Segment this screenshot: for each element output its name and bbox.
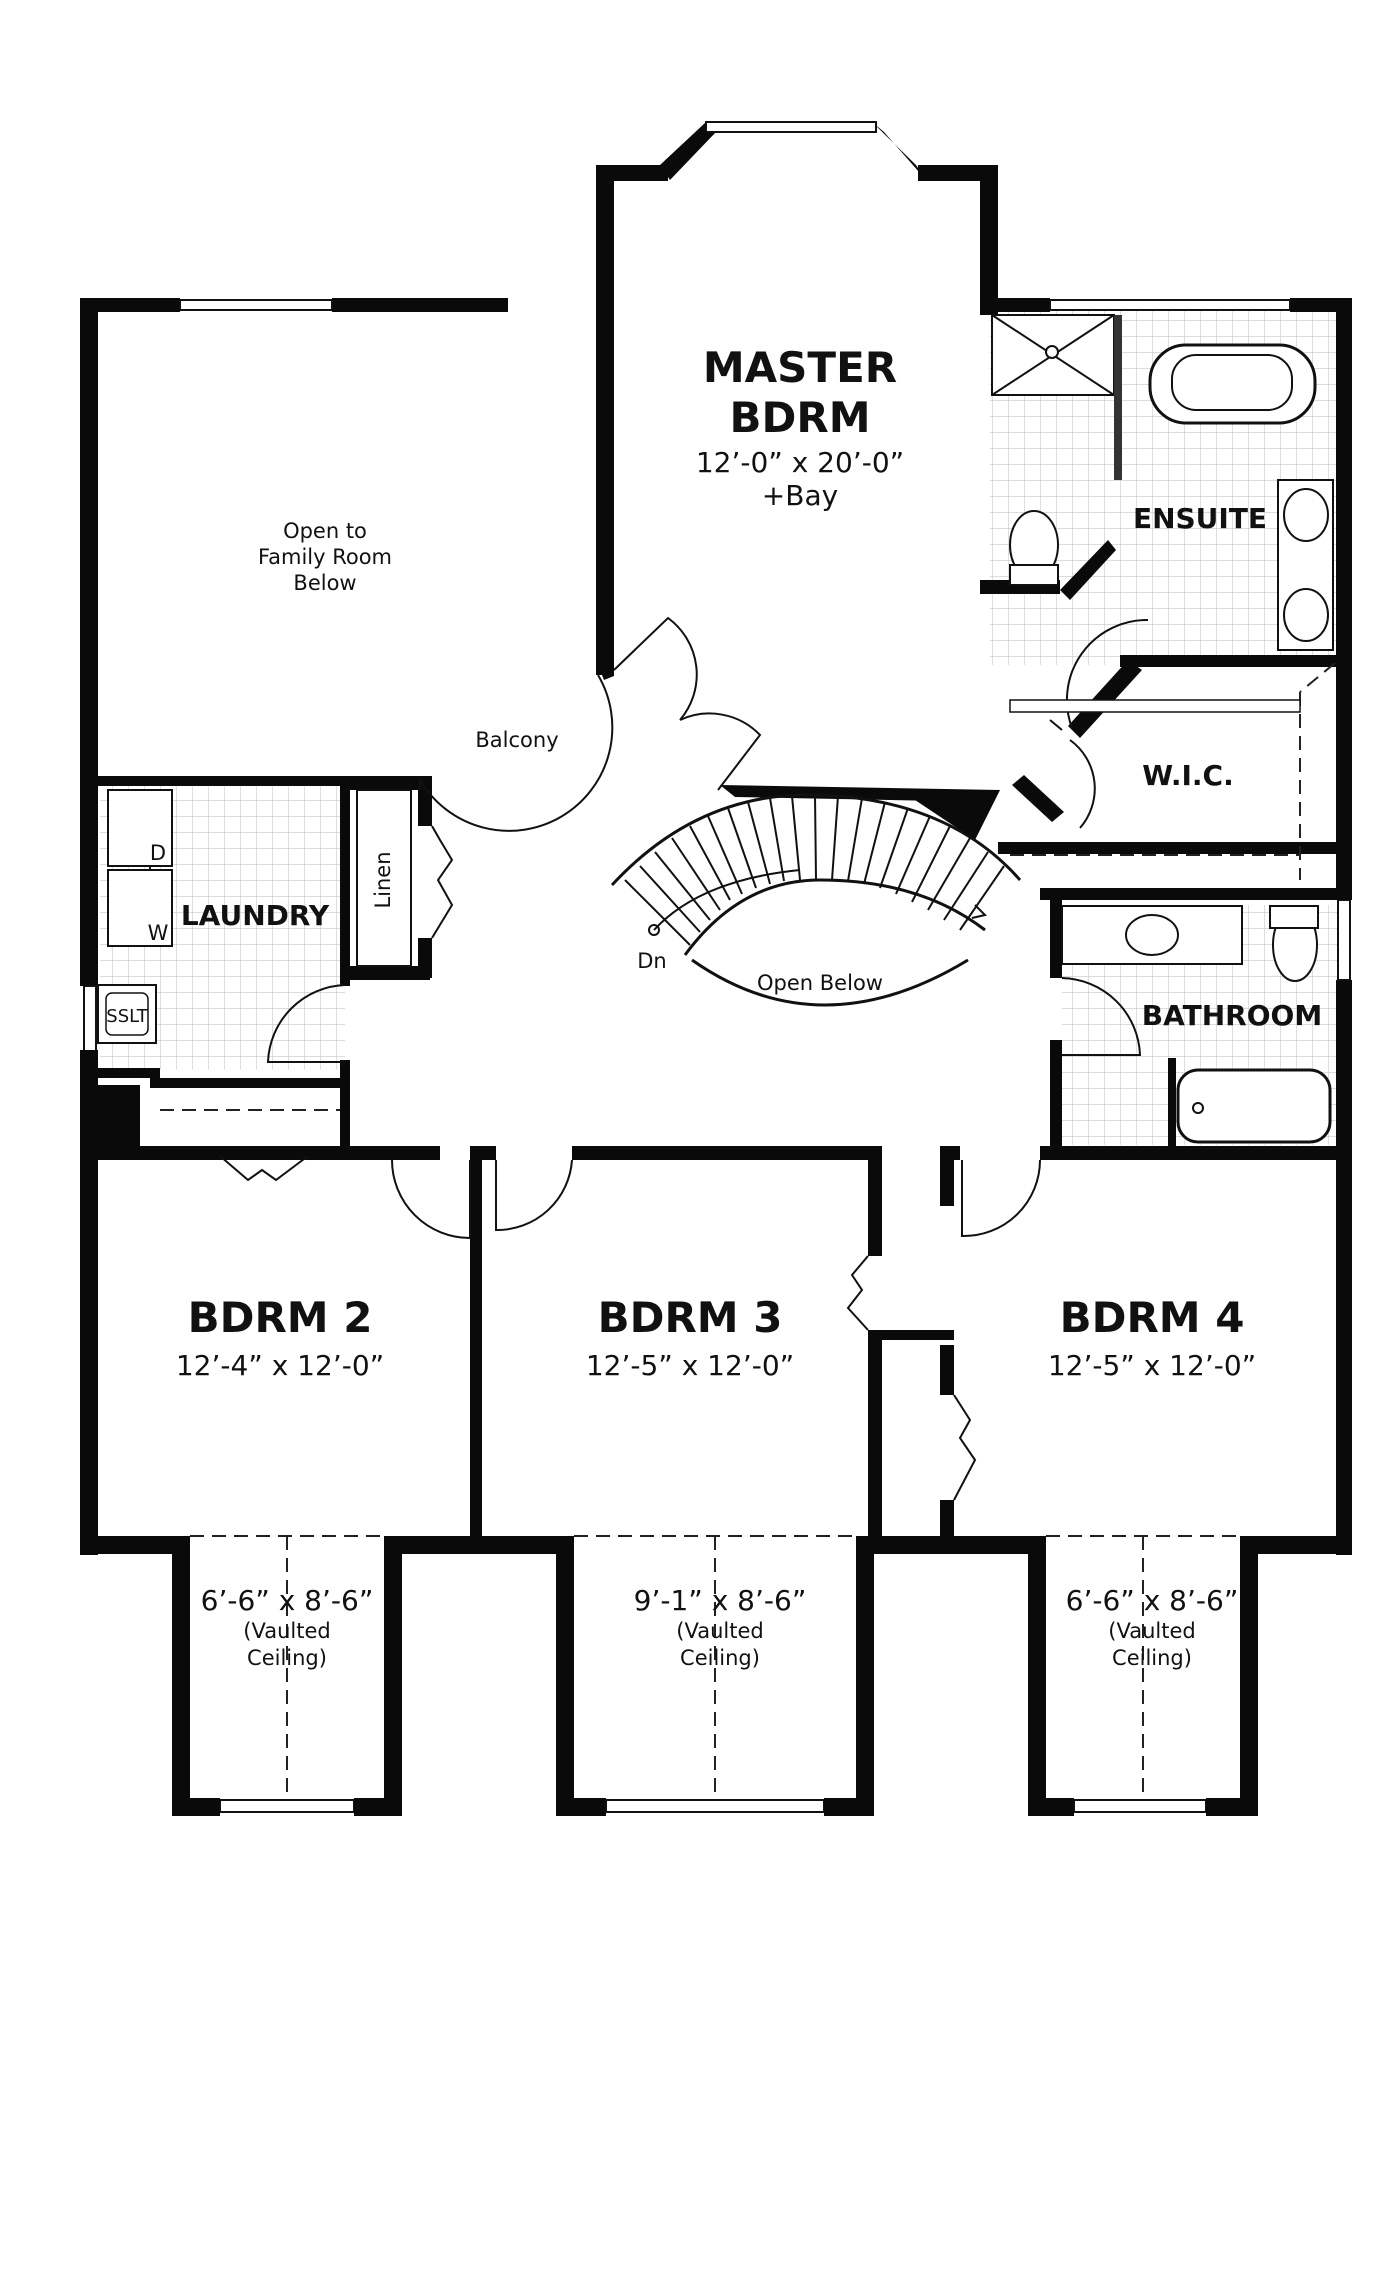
open-family-line1: Open to [283,519,367,543]
laundry-label: LAUNDRY [180,899,330,932]
bdrm4-vault-line2: Ceiling) [1112,1646,1192,1670]
linen-label: Linen [371,851,395,909]
master-name-line1: MASTER [702,343,898,392]
bdrm4-vault-size: 6’-6” x 8’-6” [1065,1584,1239,1617]
balcony-label: Balcony [475,728,559,752]
washer-label: W [147,921,169,945]
bdrm4-vault-line1: (Vaulted [1108,1619,1196,1643]
wic-label: W.I.C. [1142,759,1234,792]
open-below-label: Open Below [757,971,883,995]
open-family-line3: Below [293,571,357,595]
bdrm2-vault-size: 6’-6” x 8’-6” [200,1584,374,1617]
bdrm4-size: 12’-5” x 12’-0” [1047,1349,1257,1382]
bdrm3-vault-line2: Ceiling) [680,1646,760,1670]
bdrm3-size: 12’-5” x 12’-0” [585,1349,795,1382]
bdrm3-name: BDRM 3 [597,1293,783,1342]
master-name-line2: BDRM [729,393,871,442]
sslt-label: SSLT [106,1006,148,1027]
dryer-label: D [149,841,167,865]
master-extra: +Bay [761,479,839,512]
ensuite-label: ENSUITE [1132,502,1268,535]
bdrm4-name: BDRM 4 [1059,1293,1245,1342]
bdrm3-vault-size: 9’-1” x 8’-6” [633,1584,807,1617]
master-size: 12’-0” x 20’-0” [695,446,905,479]
open-family-line2: Family Room [257,545,393,569]
bdrm2-vault-line1: (Vaulted [243,1619,331,1643]
stair-down-label: Dn [637,949,667,973]
bdrm3-vault-line1: (Vaulted [676,1619,764,1643]
bdrm2-name: BDRM 2 [187,1293,373,1342]
bdrm2-vault-line2: Ceiling) [247,1646,327,1670]
bathroom-label: BATHROOM [1141,999,1323,1032]
bdrm2-size: 12’-4” x 12’-0” [175,1349,385,1382]
